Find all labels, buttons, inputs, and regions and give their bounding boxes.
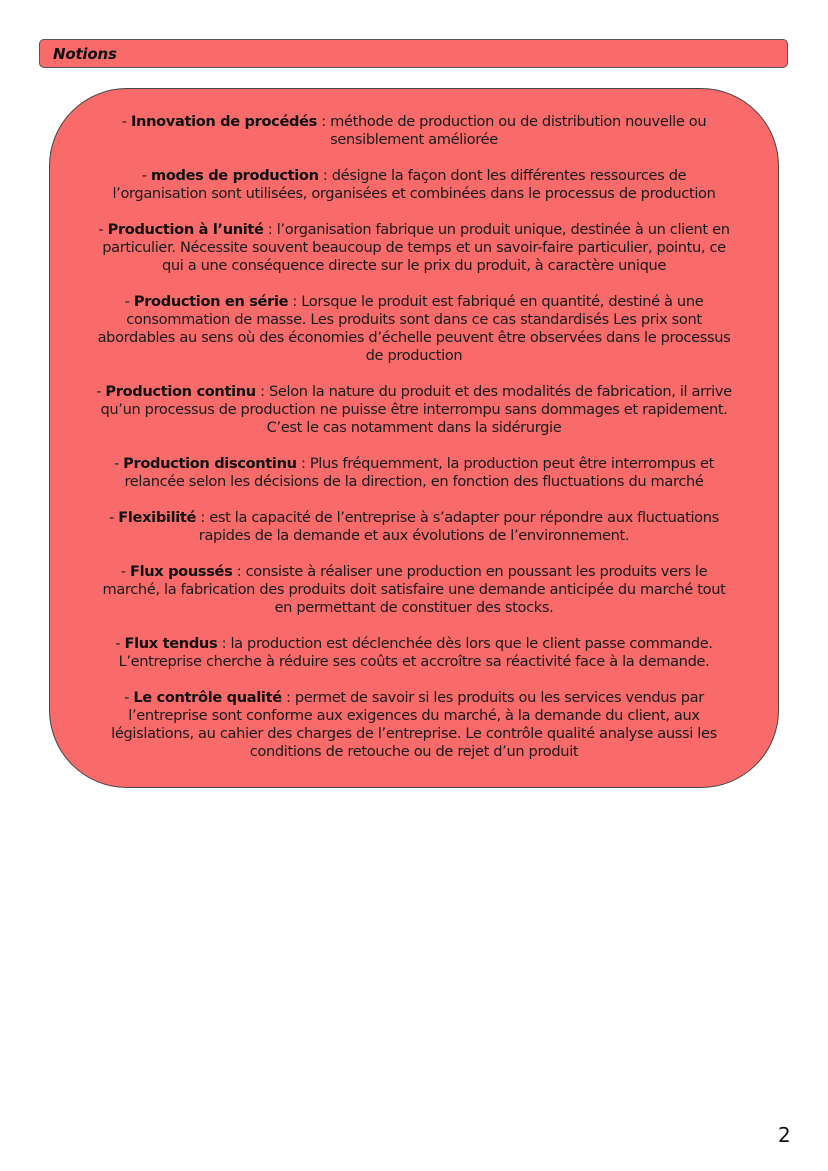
notion-bullet: -	[96, 383, 106, 400]
notion-item	[94, 221, 734, 275]
notion-definition: : la production est déclenchée dès lors que le client passe commande. L’entreprise cherche à réduire ses coûts et accroître sa réactivité face à la demande.	[118, 635, 713, 670]
notion-bullet: -	[124, 689, 134, 706]
notion-bullet: -	[124, 293, 134, 310]
notion-term: Innovation de procédés	[130, 113, 317, 130]
notion-item	[94, 113, 734, 149]
notion-bullet: -	[98, 221, 108, 238]
notion-item	[94, 293, 734, 365]
notion-item	[94, 635, 734, 671]
notion-definition: : Selon la nature du produit et des modalités de fabrication, il arrive qu’un processus de production ne puisse être interrompu sans dommages et rapidement. C’est le cas notamment dans la sidérurgie	[100, 383, 732, 436]
page-number: 2	[778, 1123, 791, 1147]
notion-bullet: -	[115, 635, 125, 652]
notion-item	[94, 563, 734, 617]
notion-item	[94, 455, 734, 491]
notions-list	[50, 113, 778, 779]
notion-definition: : méthode de production ou de distribution nouvelle ou sensiblement améliorée	[317, 113, 707, 148]
notion-definition: : Lorsque le produit est fabriqué en quantité, destiné à une consommation de masse. Les produits sont dans ce cas standardisés Les prix sont abordables au sens où des économies d’échelle peuvent être observées dans le processus de production	[97, 293, 731, 364]
notion-bullet: -	[120, 563, 130, 580]
notion-item	[94, 509, 734, 545]
notion-definition: : Plus fréquemment, la production peut être interrompus et relancée selon les décisions de la direction, en fonction des fluctuations du marché	[124, 455, 715, 490]
notion-definition: : permet de savoir si les produits ou les services vendus par l’entreprise sont conforme aux exigences du marché, à la demande du client, aux législations, au cahier des charges de l’entreprise. Le contrôle qualité analyse aussi les conditions de retouche ou de rejet d’un produit	[111, 689, 717, 760]
notion-term: Le contrôle qualité	[133, 689, 282, 706]
notion-definition: : est la capacité de l’entreprise à s’adapter pour répondre aux fluctuations rapides de la demande et aux évolutions de l’environnement.	[196, 509, 719, 544]
notion-item	[94, 383, 734, 437]
notion-bullet: -	[121, 113, 131, 130]
notion-bullet: -	[141, 167, 151, 184]
notion-term: Flux poussés	[129, 563, 233, 580]
notion-item	[94, 167, 734, 203]
notion-term: modes de production	[150, 167, 319, 184]
notion-term: Production en série	[133, 293, 289, 310]
notion-definition: : consiste à réaliser une production en poussant les produits vers le marché, la fabrication des produits doit satisfaire une demande anticipée du marché tout en permettant de constituer des stocks.	[102, 563, 726, 616]
notion-term: Flux tendus	[124, 635, 218, 652]
notion-bullet: -	[113, 455, 124, 472]
notions-box	[49, 88, 779, 788]
notion-definition: : l’organisation fabrique un produit unique, destinée à un client en particulier. Nécessite souvent beaucoup de temps et un savoir-faire particulier, pointu, ce qui a une conséquence directe sur le prix du produit, à caractère unique	[102, 221, 730, 274]
section-title: Notions	[53, 45, 117, 63]
notion-item	[94, 689, 734, 761]
notion-term: Flexibilité	[118, 509, 197, 526]
notion-bullet: -	[109, 509, 119, 526]
notion-term: Production continu	[105, 383, 256, 400]
section-header-bar	[39, 39, 788, 68]
notion-definition: : désigne la façon dont les différentes ressources de l’organisation sont utilisées, organisées et combinées dans le processus de production	[112, 167, 716, 202]
notion-term: Production discontinu	[123, 455, 297, 472]
notion-term: Production à l’unité	[107, 221, 264, 238]
